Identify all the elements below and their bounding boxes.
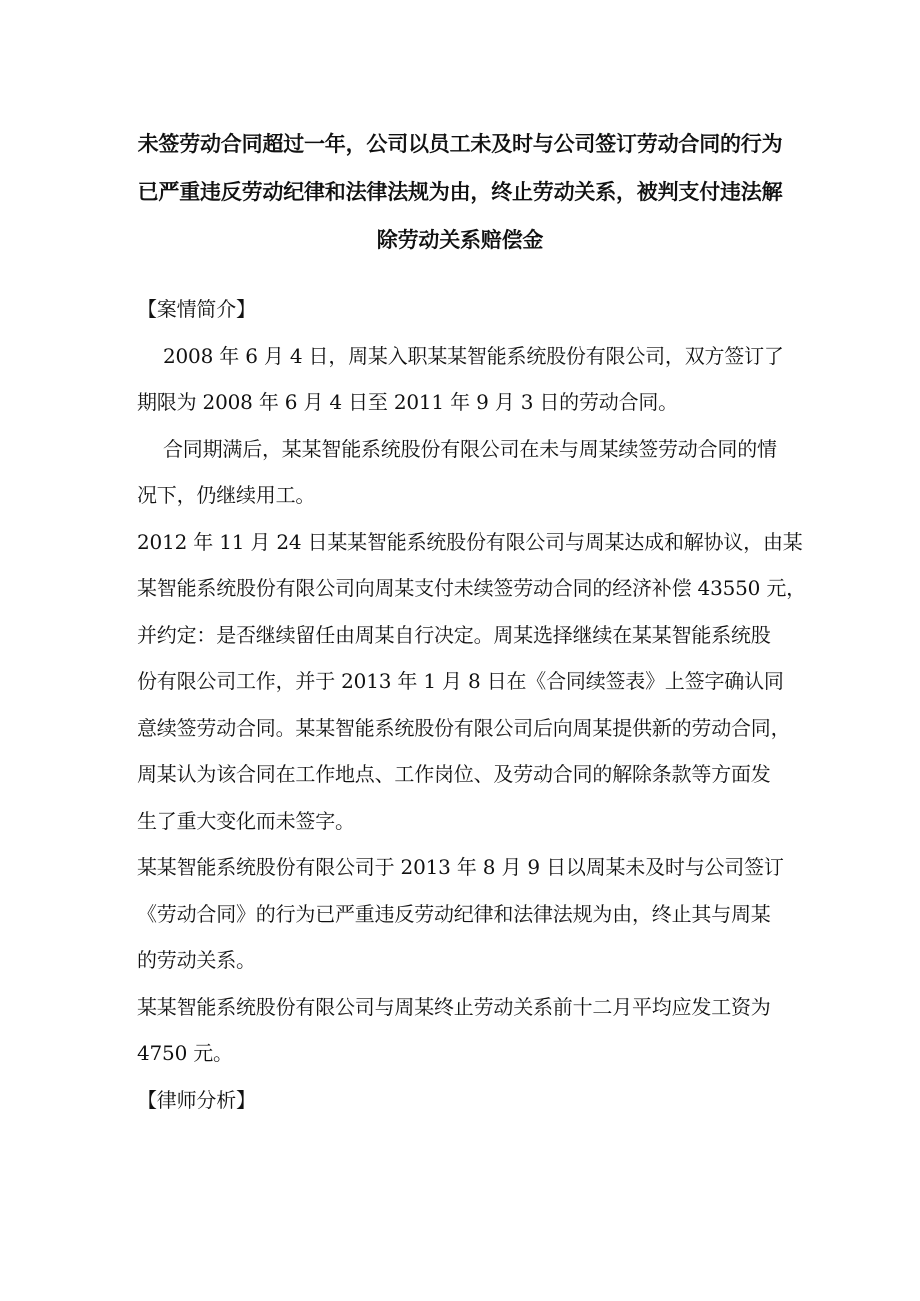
text-line: 2008 年 6 月 4 日，周某入职某某智能系统股份有限公司，双方签订了 — [163, 343, 784, 368]
text-line: 4750 元。 — [137, 1041, 233, 1065]
document-body — [137, 286, 806, 1123]
section-heading-case: 【案情简介】 — [137, 297, 256, 321]
paragraph-termination — [137, 844, 797, 984]
text-line: 并约定：是否继续留任由周某自行决定。周某选择继续在某某智能系统股 — [137, 622, 771, 647]
title-line: 未签劳动合同超过一年，公司以员工未及时与公司签订劳动合同的行为 — [137, 132, 783, 156]
text-line: 某某智能系统股份有限公司与周某终止劳动关系前十二月平均应发工资为 — [137, 994, 771, 1019]
text-line: 某智能系统股份有限公司向周某支付未续签劳动合同的经济补偿 43550 元， — [137, 576, 806, 600]
text-line: 周某认为该合同在工作地点、工作岗位、及劳动合同的解除条款等方面发 — [137, 762, 771, 786]
text-line: 《劳动合同》的行为已严重违反劳动纪律和法律法规为由，终止其与周某 — [137, 901, 771, 926]
text-line: 某某智能系统股份有限公司于 2013 年 8 月 9 日以周某未及时与公司签订 — [137, 855, 784, 879]
title-line: 除劳动关系赔偿金 — [376, 228, 544, 252]
paragraph-wages — [137, 984, 797, 1077]
text-line: 2012 年 11 月 24 日某某智能系统股份有限公司与周某达成和解协议，由某 — [137, 529, 803, 554]
text-line: 期限为 2008 年 6 月 4 日至 2011 年 9 月 3 日的劳动合同。 — [137, 390, 678, 414]
text-line: 合同期满后，某某智能系统股份有限公司在未与周某续签劳动合同的情 — [163, 436, 777, 461]
title-line: 已严重违反劳动纪律和法律法规为由，终止劳动关系，被判支付违法解 — [137, 180, 783, 204]
text-line: 份有限公司工作，并于 2013 年 1 月 8 日在《合同续签表》上签字确认同 — [137, 669, 784, 693]
text-line: 况下，仍继续用工。 — [137, 483, 316, 507]
document-title — [120, 120, 800, 264]
text-line: 的劳动关系。 — [137, 948, 256, 972]
paragraph-settlement — [137, 519, 806, 845]
text-line: 意续签劳动合同。某某智能系统股份有限公司后向周某提供新的劳动合同， — [137, 715, 791, 740]
paragraph-contract-expiry — [137, 426, 797, 519]
paragraph-contract-signing — [137, 333, 797, 426]
section-heading-analysis: 【律师分析】 — [137, 1087, 256, 1112]
text-line: 生了重大变化而未签字。 — [137, 808, 355, 833]
